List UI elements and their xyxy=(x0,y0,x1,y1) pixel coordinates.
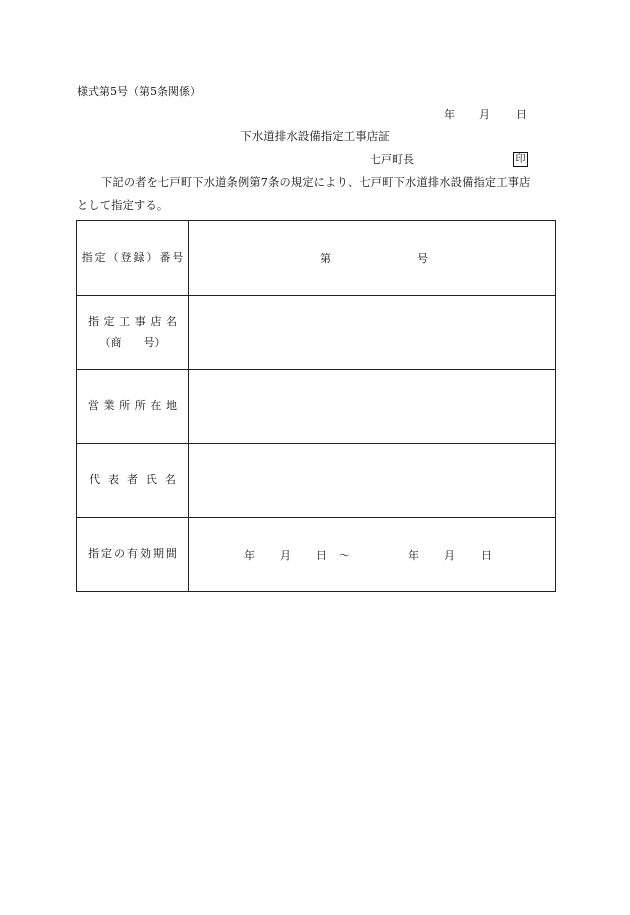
date-year-label: 年 xyxy=(444,108,455,121)
table-row-validity-period xyxy=(77,518,555,591)
office-address-field[interactable] xyxy=(189,370,555,443)
label-registration-number: 指定（登録）番号 xyxy=(81,250,186,264)
label-cell xyxy=(77,518,189,591)
seal-char: 印 xyxy=(515,153,526,165)
label-cell xyxy=(77,370,189,443)
label-cell xyxy=(77,221,189,295)
registration-table xyxy=(76,220,556,592)
number-prefix: 第 xyxy=(320,252,331,265)
number-suffix: 号 xyxy=(417,252,428,265)
label-trade-name: （商 号） xyxy=(99,335,166,349)
representative-name-field[interactable] xyxy=(189,444,555,517)
label-office-address: 営業所所在地 xyxy=(87,399,182,413)
to-month-label: 月 xyxy=(444,549,455,562)
table-row-representative xyxy=(77,444,555,518)
from-month-label: 月 xyxy=(280,549,291,562)
date-day-label: 日 xyxy=(516,108,527,121)
validity-period-field[interactable] xyxy=(189,518,555,591)
table-row-registration-number xyxy=(77,221,555,296)
body-text-line-1: 下記の者を七戸町下水道条例第7条の規定により、七戸町下水道排水設備指定工事店 xyxy=(101,176,531,189)
seal-mark-icon xyxy=(513,152,528,167)
from-year-label: 年 xyxy=(244,549,255,562)
form-reference: 様式第5号（第5条関係） xyxy=(77,85,201,98)
body-text-line-2: として指定する。 xyxy=(77,199,169,212)
label-representative-name: 代表者氏名 xyxy=(89,473,184,487)
table-row-office-address xyxy=(77,370,555,444)
label-cell xyxy=(77,444,189,517)
period-tilde: 〜 xyxy=(339,549,350,562)
label-cell xyxy=(77,296,189,369)
from-day-label: 日 xyxy=(316,549,327,562)
to-day-label: 日 xyxy=(481,549,492,562)
table-row-contractor-name xyxy=(77,296,555,370)
document-title: 下水道排水設備指定工事店証 xyxy=(240,129,390,143)
date-month-label: 月 xyxy=(479,108,490,121)
issue-date-line xyxy=(438,109,532,121)
label-contractor-name: 指定工事店名 xyxy=(87,314,182,328)
label-validity-period: 指定の有効期間 xyxy=(88,547,179,561)
to-year-label: 年 xyxy=(408,549,419,562)
registration-number-field[interactable] xyxy=(189,221,555,295)
contractor-name-field[interactable] xyxy=(189,296,555,369)
issuer-name: 七戸町長 xyxy=(370,153,414,166)
